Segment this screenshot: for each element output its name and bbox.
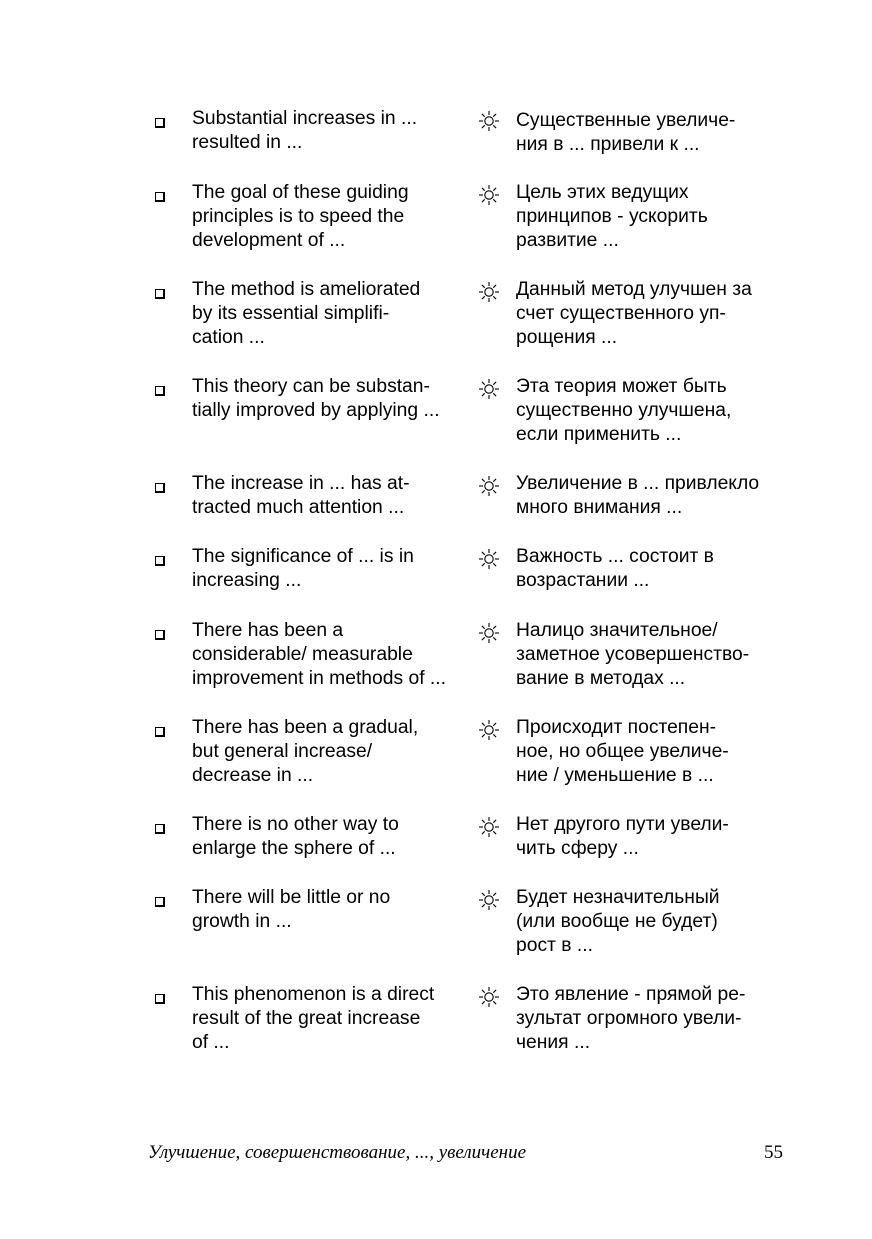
running-footer-title: Улучшение, совершенствование, ..., увеличение xyxy=(148,1142,527,1163)
english-phrase: The significance of ... is in increasing ... xyxy=(192,546,414,591)
checkbox-bullet-icon xyxy=(155,483,165,493)
checkbox-bullet-icon xyxy=(155,556,165,566)
sun-bullet-icon xyxy=(478,889,500,911)
sun-bullet-icon xyxy=(478,816,500,838)
english-phrase: There is no other way to enlarge the sphere of ... xyxy=(192,814,399,859)
checkbox-bullet-icon xyxy=(155,118,165,128)
russian-phrase: Данный метод улучшен за счет существенного уп- рощения ... xyxy=(516,279,752,348)
sun-bullet-icon xyxy=(478,986,500,1008)
russian-phrase: Существенные увеличе- ния в ... привели к ... xyxy=(516,110,736,155)
russian-phrase: Увеличение в ... привлекло много внимания ... xyxy=(516,473,760,518)
english-phrase: The goal of these guiding principles is to speed the development of ... xyxy=(192,182,409,251)
english-phrase: There will be little or no growth in ... xyxy=(192,887,391,932)
russian-phrase: Происходит постепен- ное, но общее увеличе- ние / уменьшение в ... xyxy=(516,717,729,786)
sun-bullet-icon xyxy=(478,548,500,570)
sun-bullet-icon xyxy=(478,378,500,400)
russian-phrase: Нет другого пути увели- чить сферу ... xyxy=(516,814,729,859)
english-phrase: This phenomenon is a direct result of the great increase of ... xyxy=(192,984,435,1053)
sun-bullet-icon xyxy=(478,475,500,497)
sun-bullet-icon xyxy=(478,622,500,644)
english-phrase: The increase in ... has at- tracted much attention ... xyxy=(192,473,410,518)
english-phrase: There has been a gradual, but general increase/ decrease in ... xyxy=(192,717,419,786)
checkbox-bullet-icon xyxy=(155,386,165,396)
checkbox-bullet-icon xyxy=(155,727,165,737)
english-phrase: This theory can be substan- tially improved by applying ... xyxy=(192,376,440,421)
russian-phrase: Важность ... состоит в возрастании ... xyxy=(516,546,714,591)
checkbox-bullet-icon xyxy=(155,192,165,202)
russian-phrase: Цель этих ведущих принципов - ускорить развитие ... xyxy=(516,182,708,251)
english-phrase: Substantial increases in ... resulted in ... xyxy=(192,108,418,153)
checkbox-bullet-icon xyxy=(155,824,165,834)
russian-phrase: Налицо значительное/ заметное усовершенство- вание в методах ... xyxy=(516,620,750,689)
page-number: 55 xyxy=(764,1142,783,1163)
english-phrase: The method is ameliorated by its essential simplifi- cation ... xyxy=(192,279,421,348)
checkbox-bullet-icon xyxy=(155,630,165,640)
checkbox-bullet-icon xyxy=(155,897,165,907)
sun-bullet-icon xyxy=(478,110,500,132)
sun-bullet-icon xyxy=(478,719,500,741)
russian-phrase: Это явление - прямой ре- зультат огромного увели- чения ... xyxy=(516,984,746,1053)
checkbox-bullet-icon xyxy=(155,289,165,299)
english-phrase: There has been a considerable/ measurable improvement in methods of ... xyxy=(192,620,446,689)
checkbox-bullet-icon xyxy=(155,994,165,1004)
russian-phrase: Эта теория может быть существенно улучшена, если применить ... xyxy=(516,376,732,445)
russian-phrase: Будет незначительный (или вообще не будет) рост в ... xyxy=(516,887,720,956)
sun-bullet-icon xyxy=(478,281,500,303)
sun-bullet-icon xyxy=(478,184,500,206)
